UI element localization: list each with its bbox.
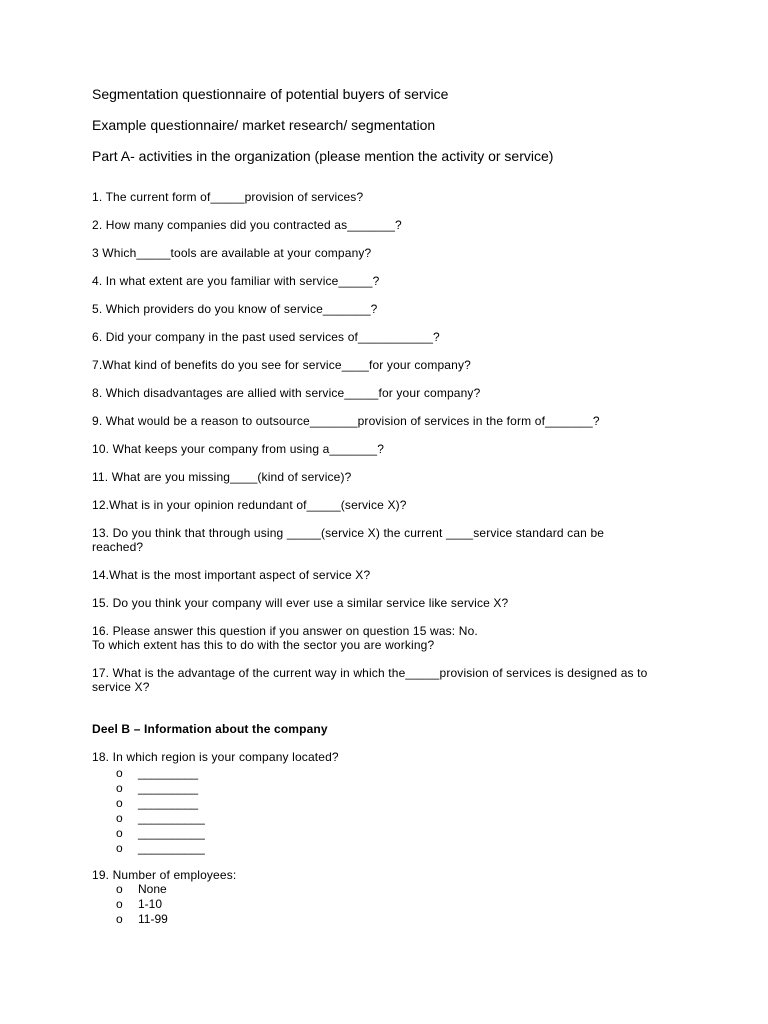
region-blank-6: __________ — [138, 841, 205, 855]
part-a-heading: Part A- activities in the organization (please mention the activity or service) — [92, 148, 554, 164]
employees-option-1-10: 1-10 — [138, 897, 163, 911]
question-13-line-1: 13. Do you think that through using _____(service X) the current ____service standard can be — [92, 526, 605, 540]
question-17-line-1: 17. What is the advantage of the current way in which the_____provision of services is designed as to — [92, 666, 648, 680]
question-17-line-2: service X? — [92, 680, 150, 694]
question-8: 8. Which disadvantages are allied with service_____for your company? — [92, 386, 481, 400]
region-blank-2: _________ — [138, 781, 199, 795]
question-1: 1. The current form of_____provision of services? — [92, 190, 364, 204]
employees-option-11-99: 11-99 — [138, 912, 168, 926]
bullet-marker: o — [116, 897, 123, 911]
question-18: 18. In which region is your company located? — [92, 750, 339, 764]
question-16-line-1: 16. Please answer this question if you answer on question 15 was: No. — [92, 624, 478, 638]
bullet-marker: o — [116, 882, 123, 896]
question-9: 9. What would be a reason to outsource_______provision of services in the form of_______? — [92, 414, 600, 428]
bullet-marker: o — [116, 841, 123, 855]
question-12: 12.What is in your opinion redundant of_____(service X)? — [92, 498, 407, 512]
bullet-marker: o — [116, 766, 123, 780]
region-blank-3: _________ — [138, 796, 199, 810]
question-10: 10. What keeps your company from using a_______? — [92, 442, 385, 456]
document-title: Segmentation questionnaire of potential buyers of service — [92, 86, 449, 102]
document-subtitle: Example questionnaire/ market research/ segmentation — [92, 117, 436, 133]
bullet-marker: o — [116, 912, 123, 926]
question-7: 7.What kind of benefits do you see for service____for your company? — [92, 358, 471, 372]
region-blank-5: __________ — [138, 826, 205, 840]
question-3: 3 Which_____tools are available at your company? — [92, 246, 372, 260]
question-11: 11. What are you missing____(kind of service)? — [92, 470, 352, 484]
region-blank-4: __________ — [138, 811, 205, 825]
region-blank-1: _________ — [138, 766, 199, 780]
question-14: 14.What is the most important aspect of service X? — [92, 568, 371, 582]
bullet-marker: o — [116, 781, 123, 795]
bullet-marker: o — [116, 826, 123, 840]
question-13-line-2: reached? — [92, 540, 144, 554]
question-19: 19. Number of employees: — [92, 868, 237, 882]
bullet-marker: o — [116, 796, 123, 810]
question-16-line-2: To which extent has this to do with the sector you are working? — [92, 638, 435, 652]
question-15: 15. Do you think your company will ever use a similar service like service X? — [92, 596, 509, 610]
question-6: 6. Did your company in the past used services of___________? — [92, 330, 440, 344]
question-2: 2. How many companies did you contracted as_______? — [92, 218, 402, 232]
bullet-marker: o — [116, 811, 123, 825]
question-5: 5. Which providers do you know of service_______? — [92, 302, 378, 316]
employees-option-none: None — [138, 882, 167, 896]
part-b-heading: Deel B – Information about the company — [92, 722, 328, 736]
question-4: 4. In what extent are you familiar with service_____? — [92, 274, 380, 288]
